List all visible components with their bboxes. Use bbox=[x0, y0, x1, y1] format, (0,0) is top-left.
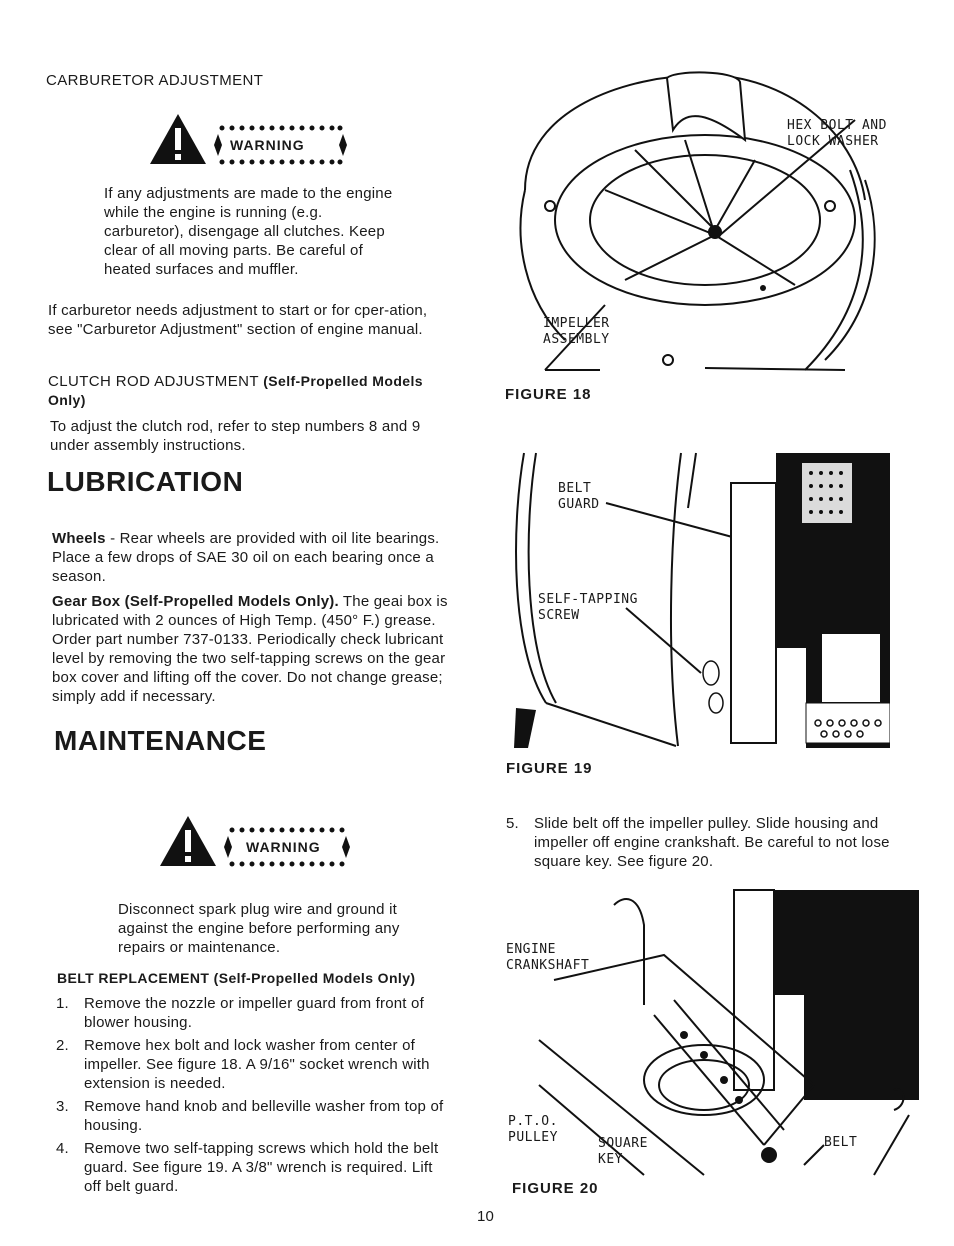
belt-replacement-heading bbox=[57, 970, 415, 986]
wheels-label: Wheels bbox=[52, 530, 106, 547]
clutch-rod-heading bbox=[48, 372, 458, 410]
belt-heading-qualifier: (Self-Propelled Models Only) bbox=[213, 970, 416, 986]
wheels-text: - Rear wheels are provided with oil lite bearings. Place a few drops of SAE 30 oil on each bearing once a season. bbox=[52, 530, 440, 585]
warning-2-text: Disconnect spark plug wire and ground it against the engine before performing any repairs or maintenance. bbox=[118, 901, 400, 956]
step-number: 2. bbox=[56, 1037, 69, 1054]
carburetor-adjustment-heading: CARBURETOR ADJUSTMENT bbox=[46, 72, 264, 89]
warning-label: WARNING bbox=[230, 137, 305, 153]
page-number: 10 bbox=[477, 1208, 495, 1225]
step-text: Remove hand knob and belleville washer from top of housing. bbox=[84, 1098, 444, 1134]
warning-block-2 bbox=[158, 814, 358, 872]
maintenance-heading: MAINTENANCE bbox=[54, 725, 267, 756]
list-item bbox=[56, 1139, 452, 1196]
step-number: 1. bbox=[56, 995, 69, 1012]
belt-heading-main: BELT REPLACEMENT bbox=[57, 970, 210, 986]
clutch-rod-paragraph: To adjust the clutch rod, refer to step numbers 8 and 9 under assembly instructions. bbox=[50, 418, 421, 454]
figure-19-caption: FIGURE 19 bbox=[506, 760, 593, 777]
step-text: Remove the nozzle or impeller guard from front of blower housing. bbox=[84, 995, 424, 1031]
list-item bbox=[56, 1097, 452, 1135]
gearbox-paragraph bbox=[52, 592, 448, 706]
warning-text: If any adjustments are made to the engine while the engine is running (e.g. carburetor), disengage all clutches. Keep clear of all moving parts. Be careful of heated surfaces and muffler. bbox=[104, 185, 393, 278]
callout-belt: BELT bbox=[824, 1135, 858, 1150]
step-text: Remove two self-tapping screws which hold the belt guard. See figure 19. A 3/8" wrench is required. Lift off belt guard. bbox=[84, 1140, 439, 1195]
callout-impeller-assembly: IMPELLER ASSEMBLY bbox=[543, 316, 610, 347]
list-item bbox=[56, 1036, 452, 1093]
belt-steps-list bbox=[56, 994, 452, 1196]
figure-19-illustration bbox=[506, 448, 890, 748]
step-number: 5. bbox=[506, 815, 519, 832]
figure-18-caption: FIGURE 18 bbox=[505, 386, 592, 403]
figure-18-illustration bbox=[505, 70, 925, 375]
step-number: 3. bbox=[56, 1098, 69, 1115]
warning-label: WARNING bbox=[246, 839, 321, 855]
step-text: Slide belt off the impeller pulley. Slide housing and impeller off engine crankshaft. Be careful to not lose square key. See figure 20. bbox=[534, 815, 890, 870]
warning-block bbox=[148, 112, 348, 170]
figure-20-illustration bbox=[504, 885, 924, 1180]
callout-belt-guard: BELT GUARD bbox=[558, 481, 600, 512]
step-text: Remove hex bolt and lock washer from center of impeller. See figure 18. A 9/16" socket wrench with extension is needed. bbox=[84, 1037, 430, 1092]
callout-engine-crankshaft: ENGINE CRANKSHAFT bbox=[506, 942, 590, 973]
step-5 bbox=[506, 814, 900, 871]
figure-20-caption: FIGURE 20 bbox=[512, 1180, 599, 1197]
lubrication-heading: LUBRICATION bbox=[47, 466, 244, 497]
list-item bbox=[506, 814, 900, 871]
callout-self-tapping-screw: SELF-TAPPING SCREW bbox=[538, 592, 638, 623]
callout-pto-pulley: P.T.O. PULLEY bbox=[508, 1114, 558, 1145]
wheels-paragraph bbox=[52, 529, 448, 586]
callout-hex-bolt: HEX BOLT AND LOCK WASHER bbox=[787, 118, 887, 149]
gearbox-label: Gear Box (Self-Propelled Models Only). bbox=[52, 593, 339, 610]
gearbox-text: The geai box is lubricated with 2 ounces of High Temp. (450° F.) grease. Order part number 737-0133. Periodically check lubricant level by removing the two self-tapping screws on the gear box cover and lifting off the cover. Do not change grease; simply add if necessary. bbox=[52, 593, 448, 705]
pto-pulley-drawing bbox=[504, 885, 924, 1180]
list-item bbox=[56, 994, 452, 1032]
callout-square-key: SQUARE KEY bbox=[598, 1136, 648, 1167]
clutch-heading-main: CLUTCH ROD ADJUSTMENT bbox=[48, 373, 259, 390]
carburetor-paragraph: If carburetor needs adjustment to start or for cper-ation, see "Carburetor Adjustment" section of engine manual. bbox=[48, 302, 428, 338]
step-number: 4. bbox=[56, 1140, 69, 1157]
clutch-heading-qualifier: (Self-Propelled Models Only) bbox=[48, 373, 423, 408]
